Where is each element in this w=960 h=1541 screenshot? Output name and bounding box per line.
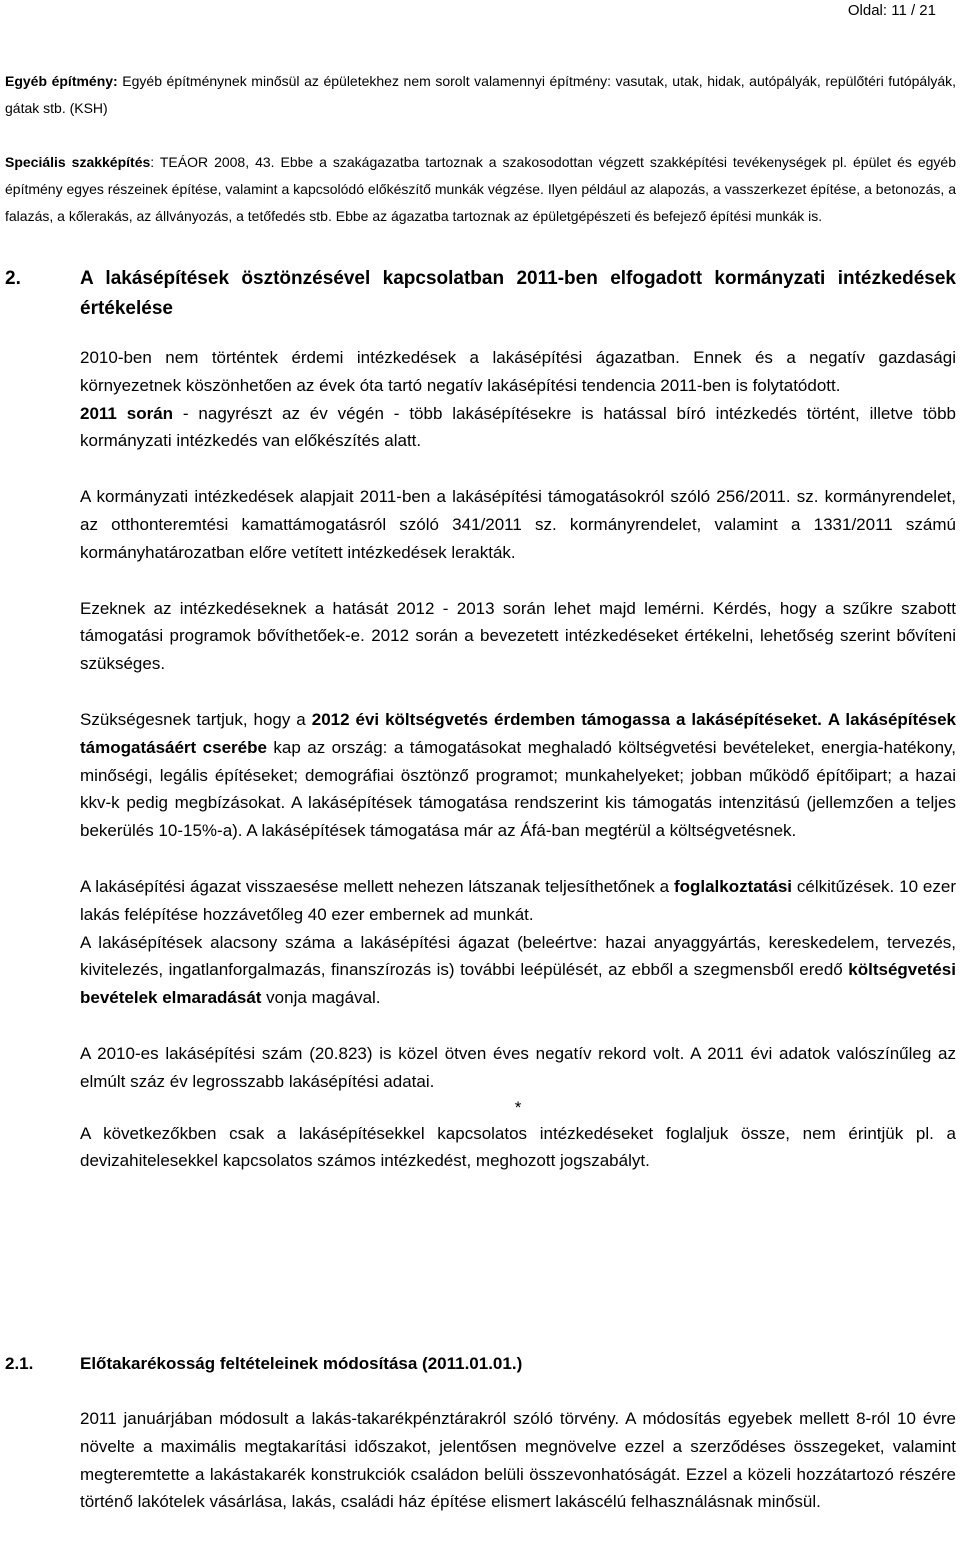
- paragraph: [80, 873, 956, 929]
- definition-term: Egyéb építmény:: [5, 73, 118, 89]
- definition-term: Speciális szakképítés: [5, 154, 151, 170]
- page-number: Oldal: 11 / 21: [847, 2, 936, 19]
- definition-egyeb-epitmeny: [5, 68, 956, 122]
- subsection-number: 2.1.: [5, 1354, 34, 1373]
- paragraph-text: Szükségesnek tartjuk, hogy a: [80, 709, 312, 729]
- paragraph-text: célkitűzések. 10 ezer lakás felépítése hozzávetőleg 40 ezer embernek ad munkát.: [80, 876, 956, 924]
- paragraph: [80, 400, 956, 456]
- paragraph-text: A lakásépítések alacsony száma a lakásépítési ágazat (beleértve: hazai anyaggyártás, kereskedelem, tervezés, kivitelezés, ingatlanforgalmazás, finanszírozás is) további leépülését, az ebből a szegmensből eredő: [80, 932, 956, 980]
- paragraph: 2010-ben nem történtek érdemi intézkedések a lakásépítési ágazatban. Ennek és a negatív gazdasági környezetnek köszönhetően az évek óta tartó negatív lakásépítési tendencia 2011-ben is folytatódott.: [80, 348, 956, 395]
- bold-text: költségvetési bevételek elmaradását: [80, 960, 956, 1008]
- paragraph: A kormányzati intézkedések alapjait 2011-ben a lakásépítési támogatásokról szóló 256/2011. sz. kormányrendelet, az otthonteremtési kamattámogatásról szóló 341/2011 sz. kormányrendelet, valamint a 1331/2011 számú kormányhatározatban előre vetített intézkedések lerakták.: [80, 487, 956, 562]
- definition-text: Egyéb építménynek minősül az épületekhez nem sorolt valamennyi építmény: vasutak, utak, hidak, autópályák, repülőtéri futópályák, gátak stb. (KSH): [5, 73, 956, 117]
- section-body: [80, 344, 956, 1175]
- definition-specialis-szakepites: [5, 149, 956, 231]
- paragraph: Ezeknek az intézkedéseknek a hatását 2012 - 2013 során lehet majd lemérni. Kérdés, hogy a szűkre szabott támogatási programok bővíthetőek-e. 2012 során a bevezetett intézkedéseket értékelni, lehetőség szerint bővíteni szükséges.: [80, 598, 956, 674]
- separator-asterisk: *: [514, 1097, 522, 1117]
- paragraph: 2011 januárjában módosult a lakás-takarékpénztárakról szóló törvény. A módosítás egyebek mellett 8-ról 10 évre növelte a maximális megtakarítási időszakot, jelentősen megnövelve ezzel a szerződéses összegeket, valamint megteremtette a lakástakarék konstrukciók családon belüli összevonhatóságát. Ezzel a közeli hozzátartozó részére történő lakótelek vásárlása, lakás, családi ház építése elismert lakáscélú felhasználásnak minősül.: [80, 1409, 956, 1512]
- section-heading: A lakásépítések ösztönzésével kapcsolatban 2011-ben elfogadott kormányzati intézkedések értékelése: [80, 268, 956, 319]
- paragraph: A 2010-es lakásépítési szám (20.823) is közel ötven éves negatív rekord volt. A 2011 évi adatok valószínűleg az elmúlt száz év legrosszabb lakásépítési adatai.: [80, 1043, 956, 1091]
- subsection-body: [80, 1405, 956, 1516]
- definition-text: : TEÁOR 2008, 43. Ebbe a szakágazatba tartoznak a szakosodottan végzett szakképítési tevékenységek pl. épület és egyéb építmény egyes részeinek építése, valamint a kapcsolódó előkészítő munkák végzése. Ilyen például az alapozás, a vasszerkezet építése, a betonozás, a falazás, a kőlerakás, az állványozás, a tetőfedés stb. Ebbe az ágazatba tartoznak az épületgépészeti és befejező építési munkák is.: [5, 154, 956, 225]
- bold-text: 2012 évi költségvetés érdemben támogassa a lakásépítéseket.: [311, 709, 822, 729]
- paragraph: [80, 706, 956, 845]
- section-number: 2.: [5, 268, 21, 289]
- bold-text: foglalkoztatási: [673, 876, 793, 896]
- bold-text: A lakásépítések támogatásáért cserébe: [80, 709, 957, 757]
- paragraph-text: vonja magával.: [261, 988, 381, 1008]
- paragraph: A következőkben csak a lakásépítésekkel kapcsolatos intézkedéseket foglaljuk össze, nem érintjük pl. a devizahitelesekkel kapcsolatos számos intézkedést, meghozott jogszabályt.: [80, 1123, 956, 1171]
- paragraph-text: kap az ország: a támogatásokat meghaladó költségvetési bevételeket, energia-hatékony, minőségi, legális építéseket; demográfiai ösztönző programot; munkahelyeket; jobban működő építőipart; a hazai kkv-k pedig megbízásokat. A lakásépítések támogatása rendszerint kis támogatás intenzitású (jellemzően a teljes bekerülés 10-15%-a). A lakásépítések támogatása már az Áfá-ban megtérül a költségvetésnek.: [80, 737, 956, 841]
- paragraph-text: - nagyrészt az év végén - több lakásépítésekre is hatással bíró intézkedés történt, illetve több kormányzati intézkedés van előkészítés alatt.: [80, 403, 956, 451]
- paragraph-text: A lakásépítési ágazat visszaesése mellett nehezen látszanak teljesíthetőnek a: [80, 876, 674, 896]
- subsection-heading: Előtakarékosság feltételeinek módosítása (2011.01.01.): [80, 1354, 523, 1373]
- bold-text: 2011 során: [80, 403, 174, 423]
- paragraph: [80, 929, 956, 1012]
